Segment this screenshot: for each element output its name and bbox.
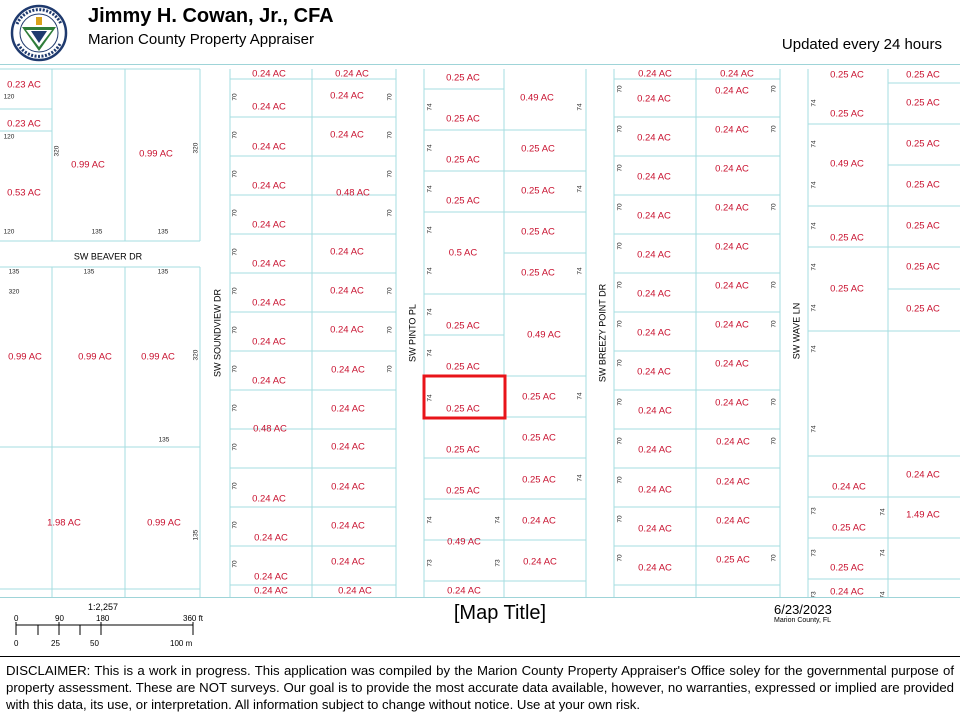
- acreage-label: 0.25 AC: [446, 485, 480, 497]
- dimension-label: 70: [231, 131, 239, 139]
- acreage-label: 0.25 AC: [446, 320, 480, 332]
- acreage-label: 0.24 AC: [252, 219, 286, 231]
- dimension-label: 74: [810, 99, 818, 107]
- dimension-label: 70: [616, 164, 624, 172]
- dimension-label: 74: [426, 516, 434, 524]
- dimension-label: 70: [386, 326, 394, 334]
- dimension-label: 74: [576, 103, 584, 111]
- acreage-label: 0.24 AC: [720, 68, 754, 80]
- acreage-label: 0.24 AC: [252, 375, 286, 387]
- acreage-label: 0.25 AC: [446, 113, 480, 125]
- dimension-label: 70: [616, 476, 624, 484]
- acreage-label: 0.24 AC: [830, 586, 864, 598]
- dimension-label: 74: [810, 304, 818, 312]
- dimension-label: 320: [8, 288, 20, 296]
- acreage-label: 0.25 AC: [446, 361, 480, 373]
- acreage-label: 0.24 AC: [715, 358, 749, 370]
- street-name: SW BREEZY POINT DR: [597, 283, 608, 383]
- acreage-label: 0.23 AC: [7, 118, 41, 130]
- acreage-label: 0.24 AC: [638, 405, 672, 417]
- acreage-label: 0.25 AC: [906, 261, 940, 273]
- acreage-label: 0.25 AC: [522, 474, 556, 486]
- acreage-label: 0.24 AC: [252, 101, 286, 113]
- dimension-label: 70: [231, 170, 239, 178]
- acreage-label: 0.24 AC: [330, 90, 364, 102]
- dimension-label: 70: [231, 365, 239, 373]
- acreage-label: 0.24 AC: [715, 397, 749, 409]
- scale-m-50: 50: [90, 639, 99, 648]
- acreage-label: 0.24 AC: [832, 481, 866, 493]
- acreage-label: 0.24 AC: [715, 124, 749, 136]
- dimension-label: 70: [386, 365, 394, 373]
- acreage-label: 0.99 AC: [8, 351, 42, 363]
- scale-feet-90: 90: [55, 614, 64, 623]
- acreage-label: 0.24 AC: [331, 556, 365, 568]
- dimension-label: 70: [231, 209, 239, 217]
- scale-m-0: 0: [14, 639, 19, 648]
- scale-m-25: 25: [51, 639, 60, 648]
- street-name: SW BEAVER DR: [73, 251, 143, 262]
- dimension-label: 73: [426, 559, 434, 567]
- dimension-label: 70: [231, 93, 239, 101]
- dimension-label: 320: [192, 349, 200, 361]
- dimension-label: 135: [158, 436, 170, 444]
- acreage-label: 0.24 AC: [254, 571, 288, 583]
- dimension-label: 70: [231, 404, 239, 412]
- acreage-label: 0.25 AC: [446, 444, 480, 456]
- acreage-label: 0.24 AC: [715, 163, 749, 175]
- acreage-label: 0.24 AC: [252, 493, 286, 505]
- acreage-label: 0.24 AC: [331, 520, 365, 532]
- dimension-label: 74: [879, 549, 887, 557]
- acreage-label: 0.25 AC: [521, 267, 555, 279]
- dimension-label: 74: [426, 144, 434, 152]
- acreage-label: 0.25 AC: [830, 232, 864, 244]
- appraiser-name: Jimmy H. Cowan, Jr., CFA: [88, 5, 334, 27]
- acreage-label: 0.25 AC: [830, 283, 864, 295]
- acreage-label: 0.24 AC: [637, 132, 671, 144]
- acreage-label: 0.24 AC: [638, 562, 672, 574]
- dimension-label: 73: [810, 591, 818, 599]
- dimension-label: 70: [386, 170, 394, 178]
- dimension-label: 70: [386, 209, 394, 217]
- dimension-label: 70: [770, 437, 778, 445]
- acreage-label: 0.24 AC: [715, 202, 749, 214]
- acreage-label: 0.24 AC: [252, 336, 286, 348]
- acreage-label: 0.24 AC: [906, 469, 940, 481]
- acreage-label: 0.25 AC: [906, 220, 940, 232]
- street-name: SW PINTO PL: [407, 304, 418, 362]
- dimension-label: 135: [91, 228, 103, 236]
- dimension-label: 70: [616, 515, 624, 523]
- acreage-label: 1.49 AC: [906, 509, 940, 521]
- dimension-label: 70: [616, 320, 624, 328]
- dimension-label: 70: [231, 326, 239, 334]
- acreage-label: 0.24 AC: [254, 585, 288, 597]
- dimension-label: 74: [810, 263, 818, 271]
- dimension-label: 70: [616, 359, 624, 367]
- header: [0, 0, 960, 64]
- dimension-label: 120: [3, 93, 15, 101]
- acreage-label: 0.24 AC: [335, 68, 369, 80]
- acreage-label: 0.25 AC: [906, 69, 940, 81]
- acreage-label: 0.24 AC: [330, 129, 364, 141]
- acreage-label: 0.99 AC: [141, 351, 175, 363]
- acreage-label: 0.24 AC: [715, 319, 749, 331]
- dimension-label: 70: [386, 287, 394, 295]
- dimension-label: 70: [386, 93, 394, 101]
- dimension-label: 70: [231, 521, 239, 529]
- acreage-label: 0.25 AC: [521, 226, 555, 238]
- dimension-label: 135: [157, 268, 169, 276]
- dimension-label: 74: [879, 508, 887, 516]
- acreage-label: 0.24 AC: [637, 93, 671, 105]
- parcel-map[interactable]: [0, 64, 960, 598]
- dimension-label: 74: [576, 474, 584, 482]
- acreage-label: 0.24 AC: [522, 515, 556, 527]
- dimension-label: 120: [3, 133, 15, 141]
- acreage-label: 0.24 AC: [252, 68, 286, 80]
- acreage-label: 0.99 AC: [147, 517, 181, 529]
- acreage-label: 0.49 AC: [520, 92, 554, 104]
- dimension-label: 70: [231, 248, 239, 256]
- dimension-label: 135: [157, 228, 169, 236]
- acreage-label: 0.24 AC: [252, 141, 286, 153]
- acreage-label: 0.24 AC: [637, 210, 671, 222]
- acreage-label: 0.24 AC: [331, 403, 365, 415]
- acreage-label: 0.24 AC: [638, 523, 672, 535]
- acreage-label: 0.53 AC: [7, 187, 41, 199]
- dimension-label: 70: [770, 281, 778, 289]
- street-name: SW SOUNDVIEW DR: [212, 288, 223, 378]
- dimension-label: 74: [426, 267, 434, 275]
- dimension-label: 135: [8, 268, 20, 276]
- acreage-label: 0.25 AC: [446, 154, 480, 166]
- dimension-label: 70: [616, 85, 624, 93]
- acreage-label: 0.24 AC: [637, 171, 671, 183]
- acreage-label: 0.24 AC: [638, 68, 672, 80]
- dimension-label: 74: [426, 185, 434, 193]
- dimension-label: 70: [770, 203, 778, 211]
- acreage-label: 0.24 AC: [716, 436, 750, 448]
- dimension-label: 70: [616, 437, 624, 445]
- acreage-label: 0.24 AC: [637, 366, 671, 378]
- dimension-label: 74: [426, 349, 434, 357]
- acreage-label: 0.48 AC: [253, 423, 287, 435]
- dimension-label: 70: [770, 320, 778, 328]
- scale-feet-360: 360 ft: [183, 614, 204, 623]
- acreage-label: 0.24 AC: [523, 556, 557, 568]
- scale-ratio: 1:2,257: [88, 602, 119, 612]
- acreage-label: 0.25 AC: [906, 138, 940, 150]
- scale-m-100: 100 m: [170, 639, 193, 648]
- acreage-label: 0.24 AC: [331, 364, 365, 376]
- dimension-label: 70: [616, 203, 624, 211]
- acreage-label: 0.24 AC: [716, 476, 750, 488]
- acreage-label: 0.23 AC: [7, 79, 41, 91]
- acreage-label: 0.24 AC: [715, 280, 749, 292]
- acreage-label: 0.24 AC: [330, 324, 364, 336]
- map-county: Marion County, FL: [774, 617, 832, 624]
- acreage-label: 0.25 AC: [830, 562, 864, 574]
- acreage-label: 0.24 AC: [338, 585, 372, 597]
- acreage-label: 0.49 AC: [447, 536, 481, 548]
- acreage-label: 1.98 AC: [47, 517, 81, 529]
- acreage-label: 0.25 AC: [830, 69, 864, 81]
- acreage-label: 0.24 AC: [637, 327, 671, 339]
- dimension-label: 74: [494, 516, 502, 524]
- dimension-label: 74: [426, 226, 434, 234]
- dimension-label: 120: [3, 228, 15, 236]
- acreage-label: 0.25 AC: [716, 554, 750, 566]
- dimension-label: 74: [810, 425, 818, 433]
- acreage-label: 0.5 AC: [448, 247, 478, 259]
- acreage-label: 0.49 AC: [527, 329, 561, 341]
- acreage-label: 0.24 AC: [254, 532, 288, 544]
- dimension-label: 74: [810, 345, 818, 353]
- dimension-label: 70: [616, 125, 624, 133]
- acreage-label: 0.25 AC: [830, 108, 864, 120]
- acreage-label: 0.25 AC: [522, 391, 556, 403]
- update-frequency: Updated every 24 hours: [781, 36, 942, 53]
- dimension-label: 320: [53, 145, 61, 157]
- dimension-label: 70: [231, 443, 239, 451]
- dimension-label: 73: [810, 507, 818, 515]
- dimension-label: 70: [231, 482, 239, 490]
- acreage-label: 0.99 AC: [71, 159, 105, 171]
- dimension-label: 73: [810, 549, 818, 557]
- acreage-label: 0.24 AC: [252, 180, 286, 192]
- acreage-label: 0.24 AC: [331, 441, 365, 453]
- dimension-label: 70: [231, 560, 239, 568]
- dimension-label: 70: [616, 242, 624, 250]
- dimension-label: 135: [83, 268, 95, 276]
- acreage-label: 0.24 AC: [252, 258, 286, 270]
- acreage-label: 0.25 AC: [522, 432, 556, 444]
- acreage-label: 0.24 AC: [637, 249, 671, 261]
- acreage-label: 0.25 AC: [906, 179, 940, 191]
- acreage-label: 0.24 AC: [716, 515, 750, 527]
- dimension-label: 74: [426, 394, 434, 402]
- acreage-label: 0.24 AC: [252, 297, 286, 309]
- acreage-label: 0.24 AC: [637, 288, 671, 300]
- scale-feet-0: 0: [14, 614, 19, 623]
- dimension-label: 73: [494, 559, 502, 567]
- acreage-label: 0.25 AC: [906, 303, 940, 315]
- acreage-label: 0.24 AC: [638, 444, 672, 456]
- acreage-label: 0.24 AC: [330, 246, 364, 258]
- property-appraiser-seal-logo: [8, 4, 70, 62]
- dimension-label: 70: [616, 398, 624, 406]
- map-title: [Map Title]: [453, 602, 547, 624]
- disclaimer: DISCLAIMER: This is a work in progress. This application was compiled by the Marion County Property Appraiser's Office soley for the governmental purpose of property assessment. These are NOT surveys. Our goal is to provide the most accurate data available, however, no warranties, expressed or implied are provided with this data, its use, or interpretation. All information subject to change without notice. Use at your own risk.: [0, 656, 960, 720]
- dimension-label: 135: [192, 529, 200, 541]
- acreage-label: 0.24 AC: [447, 585, 481, 597]
- acreage-label: 0.48 AC: [336, 187, 370, 199]
- street-name: SW WAVE LN: [791, 302, 802, 360]
- dimension-label: 70: [386, 131, 394, 139]
- acreage-label: 0.49 AC: [830, 158, 864, 170]
- acreage-label: 0.25 AC: [521, 185, 555, 197]
- dimension-label: 70: [231, 287, 239, 295]
- acreage-label: 0.25 AC: [906, 97, 940, 109]
- dimension-label: 74: [576, 267, 584, 275]
- dimension-label: 74: [879, 591, 887, 599]
- dimension-label: 70: [770, 85, 778, 93]
- dimension-label: 74: [810, 140, 818, 148]
- dimension-label: 70: [616, 554, 624, 562]
- acreage-label: 0.24 AC: [715, 241, 749, 253]
- dimension-label: 74: [810, 222, 818, 230]
- dimension-label: 70: [616, 281, 624, 289]
- dimension-label: 70: [770, 554, 778, 562]
- acreage-label: 0.25 AC: [446, 195, 480, 207]
- acreage-label: 0.24 AC: [638, 484, 672, 496]
- acreage-label: 0.24 AC: [330, 285, 364, 297]
- acreage-label: 0.25 AC: [521, 143, 555, 155]
- acreage-label: 0.99 AC: [78, 351, 112, 363]
- acreage-label: 0.99 AC: [139, 148, 173, 160]
- scale-feet-180: 180: [96, 614, 110, 623]
- office-name: Marion County Property Appraiser: [88, 31, 314, 48]
- dimension-label: 74: [576, 185, 584, 193]
- dimension-label: 74: [426, 308, 434, 316]
- dimension-label: 320: [192, 142, 200, 154]
- acreage-label: 0.24 AC: [331, 481, 365, 493]
- acreage-label: 0.25 AC: [446, 403, 480, 415]
- map-date: 6/23/2023: [774, 602, 832, 617]
- acreage-label: 0.24 AC: [715, 85, 749, 97]
- acreage-label: 0.25 AC: [446, 72, 480, 84]
- dimension-label: 74: [810, 181, 818, 189]
- dimension-label: 70: [770, 398, 778, 406]
- dimension-label: 74: [426, 103, 434, 111]
- dimension-label: 70: [770, 125, 778, 133]
- parcel-map-canvas[interactable]: [0, 65, 960, 598]
- acreage-label: 0.25 AC: [832, 522, 866, 534]
- dimension-label: 74: [576, 392, 584, 400]
